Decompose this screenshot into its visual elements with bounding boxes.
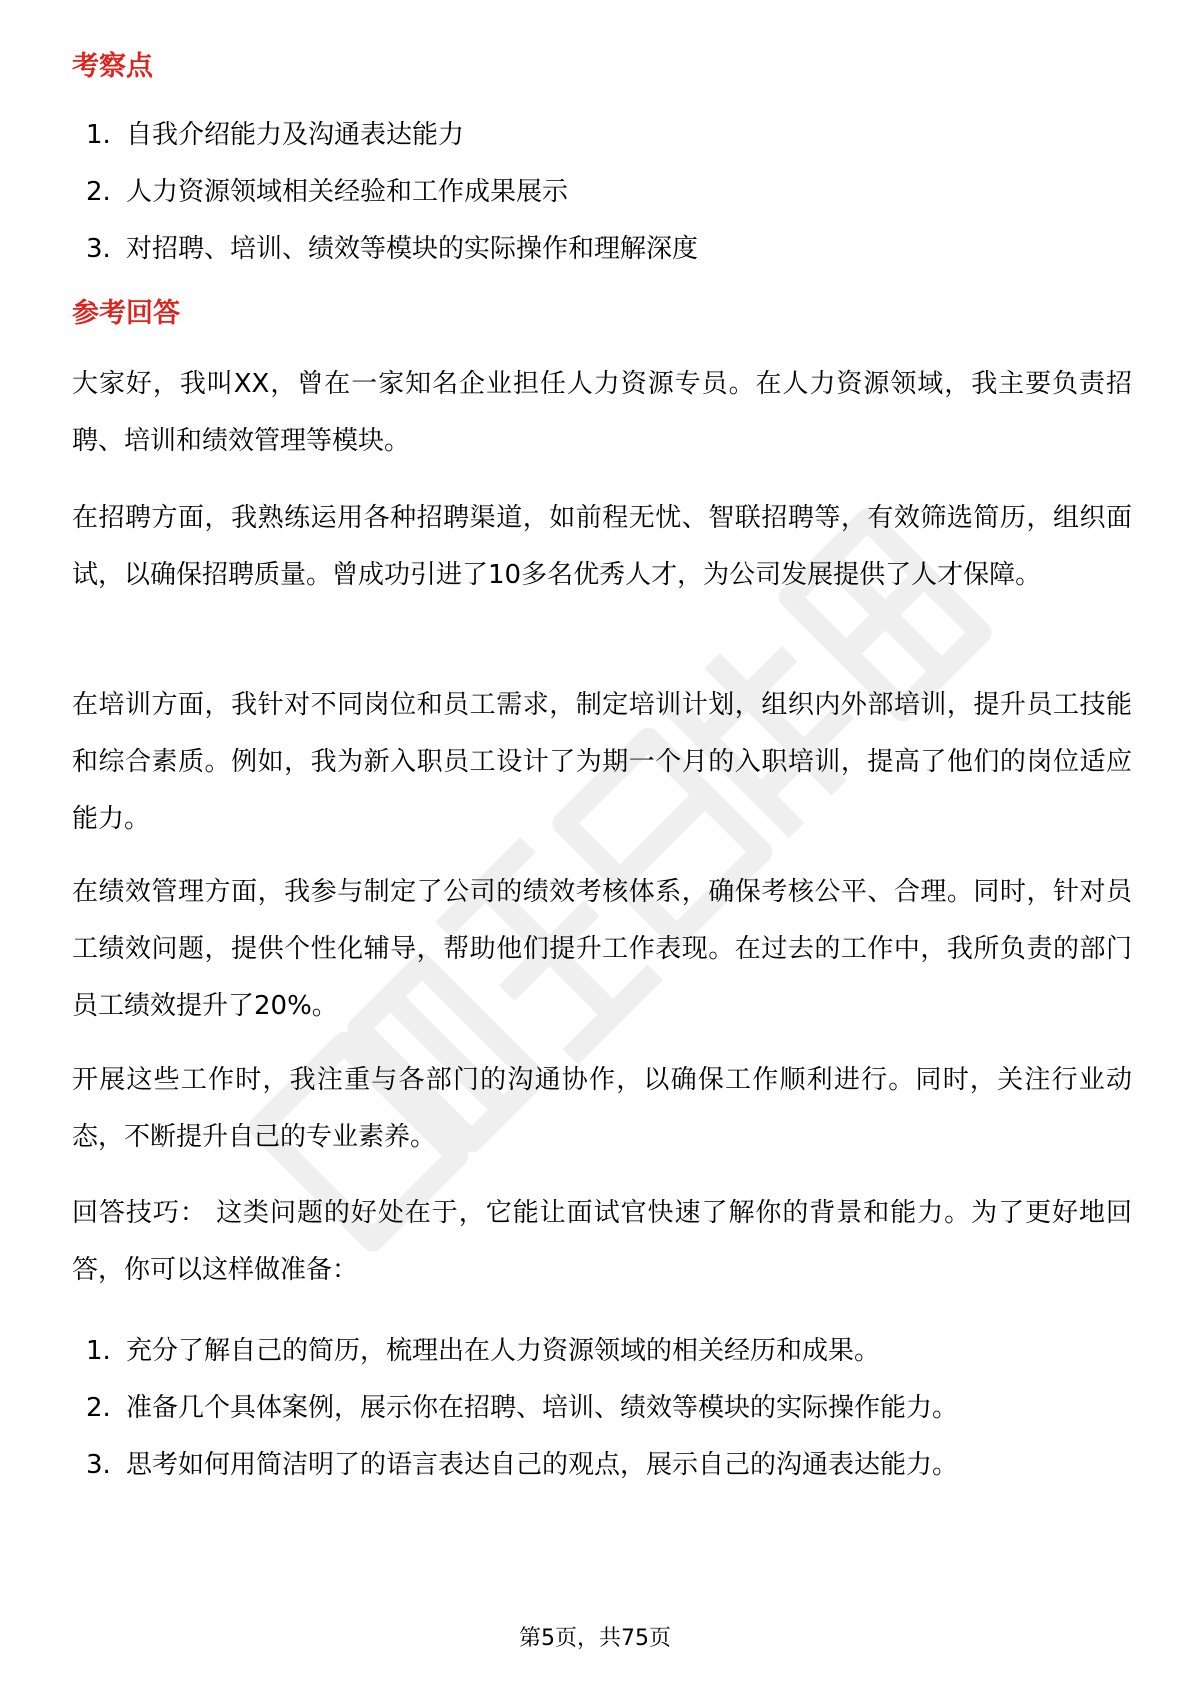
focus-item-text: 人力资源领域相关经验和工作成果展示	[126, 177, 569, 207]
answer-paragraph-collaboration: 开展这些工作时，我注重与各部门的沟通协作，以确保工作顺利进行。同时，关注行业动态，不断提升自己的专业素养。	[72, 1065, 1132, 1152]
tip-item	[72, 1334, 1132, 1391]
answer-paragraph-performance: 在绩效管理方面，我参与制定了公司的绩效考核体系，确保考核公平、合理。同时，针对员工绩效问题，提供个性化辅导，帮助他们提升工作表现。在过去的工作中，我所负责的部门员工绩效提升了20%。	[72, 877, 1132, 1021]
tip-item-text: 思考如何用简洁明了的语言表达自己的观点，展示自己的沟通表达能力。	[126, 1450, 959, 1480]
focus-item	[72, 118, 1132, 175]
tip-item	[72, 1391, 1132, 1448]
answer-heading: 参考回答	[72, 298, 180, 329]
focus-item-number: 1.	[86, 120, 111, 150]
answer-paragraph-training: 在培训方面，我针对不同岗位和员工需求，制定培训计划，组织内外部培训，提升员工技能和综合素质。例如，我为新入职员工设计了为期一个月的入职培训，提高了他们的岗位适应能力。	[72, 690, 1132, 834]
tip-item-number: 1.	[86, 1336, 111, 1366]
focus-item-number: 2.	[86, 177, 111, 207]
answer-tips-paragraph: 回答技巧： 这类问题的好处在于，它能让面试官快速了解你的背景和能力。为了更好地回答，你可以这样做准备：	[72, 1198, 1132, 1285]
focus-item-number: 3.	[86, 234, 111, 264]
focus-item	[72, 175, 1132, 232]
page-number: 第5页，共75页	[519, 1626, 671, 1651]
focus-list	[72, 118, 1132, 289]
tip-item-text: 准备几个具体案例，展示你在招聘、培训、绩效等模块的实际操作能力。	[126, 1393, 959, 1423]
tips-list	[72, 1334, 1132, 1505]
tip-item-number: 2.	[86, 1393, 111, 1423]
focus-item-text: 对招聘、培训、绩效等模块的实际操作和理解深度	[126, 234, 699, 264]
answer-paragraph-intro: 大家好，我叫XX，曾在一家知名企业担任人力资源专员。在人力资源领域，我主要负责招聘、培训和绩效管理等模块。	[72, 369, 1132, 456]
focus-item-text: 自我介绍能力及沟通表达能力	[126, 120, 465, 150]
answer-paragraph-recruiting: 在招聘方面，我熟练运用各种招聘渠道，如前程无忧、智联招聘等，有效筛选简历，组织面试，以确保招聘质量。曾成功引进了10多名优秀人才，为公司发展提供了人才保障。	[72, 503, 1132, 590]
tip-item-number: 3.	[86, 1450, 111, 1480]
tip-item	[72, 1448, 1132, 1505]
tip-item-text: 充分了解自己的简历，梳理出在人力资源领域的相关经历和成果。	[126, 1336, 881, 1366]
focus-heading: 考察点	[72, 51, 153, 82]
focus-item	[72, 232, 1132, 289]
